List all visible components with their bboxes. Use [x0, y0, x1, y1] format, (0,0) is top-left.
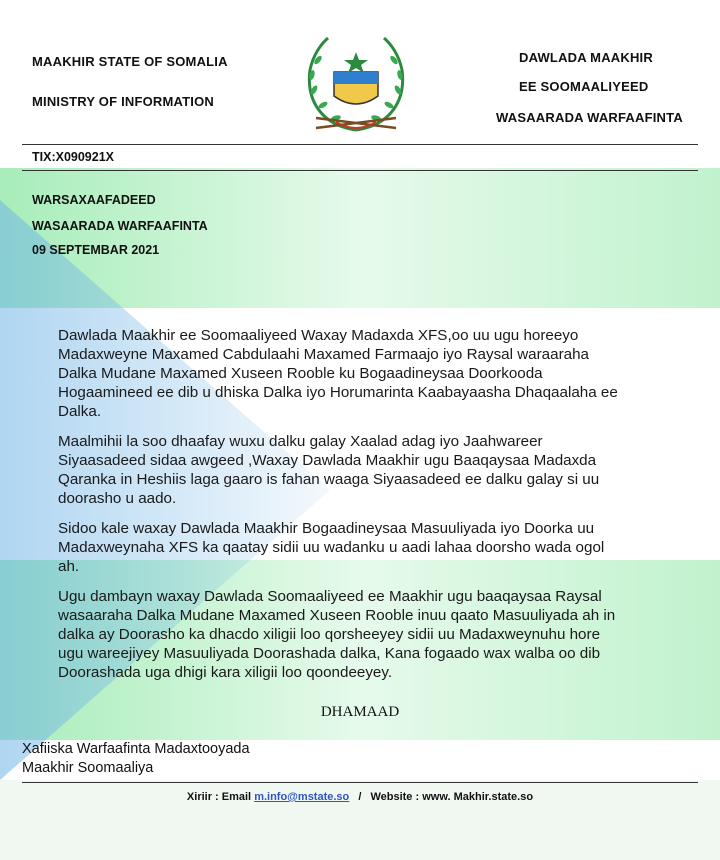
footer-separator: /	[358, 791, 362, 803]
footer-rule	[22, 782, 698, 783]
header-rule-top	[22, 144, 698, 145]
footer-contact	[0, 791, 720, 803]
body-paragraph: Dawlada Maakhir ee Soomaaliyeed Waxay Madaxda XFS,oo uu ugu horeeyo Madaxweyne Maxamed Cabdulaahi Maxamed Farmaajo iyo Raysal waraaraha Dalka Mudane Maxamed Xuseen Rooble ku Bogaadineysaa Doorkooda Hogaamineed ee dib u dhiska Dalka iyo Horumarinta Kaabayaasha Dhaqaalaha ee Dalka.	[58, 327, 618, 420]
website-label[interactable]: Website : www. Makhir.state.so	[370, 791, 534, 803]
header-right-line1: DAWLADA MAAKHIR	[519, 50, 653, 65]
reference-number: TIX:X090921X	[32, 150, 114, 164]
document-type: WARSAXAAFADEED	[32, 193, 156, 207]
body-paragraph: Ugu dambayn waxay Dawlada Soomaaliyeed ee Maakhir ugu baaqaysaa Raysal wasaaraha Dalka Mudane Maxamed Xuseen Rooble inuu qaato Masuuliyada ah in dalka ay Doorasho ka dhacdo xiligii loo qorsheeyey sidii uu Madaxweynuhu hore ugu wareejiyey Masuuliyada Doorashada dalka, Kana fogaado wax walba oo dib Doorashada uga dhigi kara xiligii loo qoondeeyey.	[58, 588, 616, 681]
closing-mark: DHAMAAD	[320, 704, 400, 720]
contact-label: Xiriir : Email	[186, 791, 252, 803]
document-date: 09 SEPTEMBAR 2021	[32, 243, 160, 257]
body-paragraph: Sidoo kale waxay Dawlada Maakhir Bogaadineysaa Masuuliyada iyo Doorka uu Madaxweynaha XFS ka qaatay sidii uu wadanku u aadi lahaa doorsho wada ogol ah.	[58, 520, 605, 575]
signature-line2: Maakhir Soomaaliya	[22, 760, 154, 776]
maakhir-coat-of-arms-icon	[296, 30, 416, 140]
ministry-name: WASAARADA WARFAAFINTA	[32, 219, 208, 233]
header-left-line2: MINISTRY OF INFORMATION	[32, 94, 215, 109]
email-link[interactable]: m.info@mstate.so	[254, 791, 350, 803]
header-rule-bottom	[22, 170, 698, 171]
body-paragraph: Maalmihii la soo dhaafay wuxu dalku galay Xaalad adag iyo Jaahwareer Siyaasadeed sidaa awgeed ,Waxay Dawlada Maakhir ugu Baaqaysaa Madaxda Qaranka in Heshiis laga gaaro is fahan waaga Siyaasadeed ee dalku galay si uu doorasho u aado.	[58, 433, 600, 507]
signature-line1: Xafiiska Warfaafinta Madaxtooyada	[22, 741, 250, 757]
header-right-line3: WASAARADA WARFAAFINTA	[496, 110, 683, 125]
header-left-line1: MAAKHIR STATE OF SOMALIA	[32, 54, 228, 69]
header-right-line2: EE SOOMAALIYEED	[519, 79, 649, 94]
press-release-body	[58, 326, 618, 693]
